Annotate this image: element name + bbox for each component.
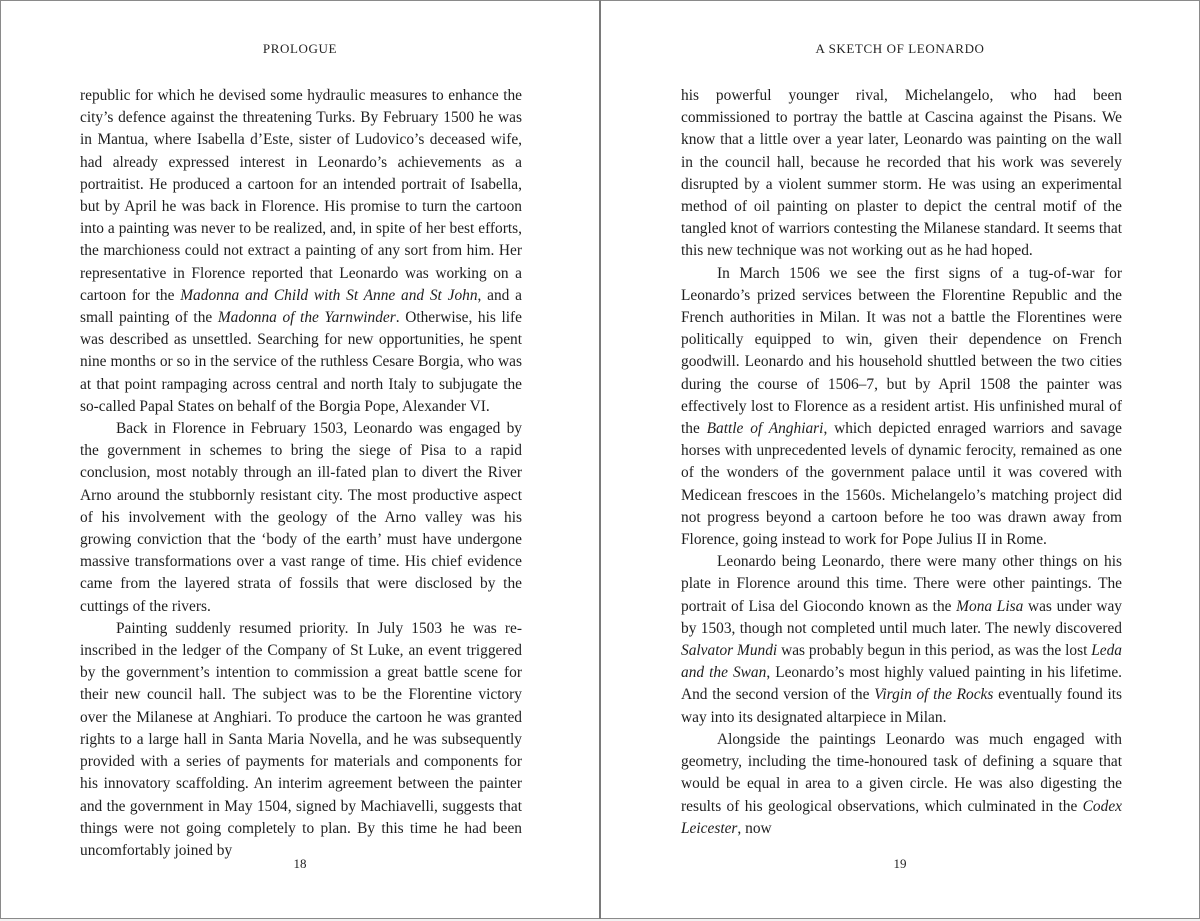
italic-title: Leda and the Swan xyxy=(681,642,1123,682)
italic-title: Codex Leicester xyxy=(681,797,1122,837)
text-span: his powerful younger rival, Michelangelo, who had been commissioned to portray the battle at Cascina against the Pisans. We know that a little over a year later, Leonardo was painting on the wall in the council hall, because he recorded that his work was severely disrupted by a violent summer storm. He was using an experimental method of oil painting on plaster to depict the central motif of the tangled knot of warriors contesting the Milanese standard. It seems that this new technique was not working out as he had hoped. xyxy=(681,87,1122,260)
text-span: Leonardo being Leonardo, there were many other things on his plate in Florence around this time. There were other paintings. The portrait of Lisa del Giocondo known as the xyxy=(681,553,1122,615)
left-page xyxy=(0,0,599,919)
paragraph xyxy=(80,85,522,418)
body-text xyxy=(80,85,522,862)
text-span: , now xyxy=(737,819,772,837)
body-text xyxy=(681,85,1122,840)
running-head: A SKETCH OF LEONARDO xyxy=(815,41,985,56)
italic-title: Virgin of the Rocks xyxy=(874,686,994,704)
paragraph xyxy=(80,418,522,618)
text-span: eventually found its way into its designated altarpiece in Milan. xyxy=(681,686,1123,726)
text-span: In March 1506 we see the first signs of a tug-of-war for Leonardo’s prized services between the Florentine Republic and the French authorities in Milan. It was not a battle the Florentines were politically equipped to win, given their dependence on French goodwill. Leonardo and his household shuttled between the two cities during the course of 1506–7, but by April 1508 the painter was effectively lost to Florence as a resident artist. His unfinished mural of the xyxy=(681,264,1122,438)
text-span: Painting suddenly resumed priority. In July 1503 he was re-inscribed in the ledger of the Company of St Luke, an event triggered by the government’s intention to commission a great battle scene for their new council hall. The subject was to be the Florentine victory over the Milanese at Anghiari. To produce the cartoon he was granted rights to a large hall in Santa Maria Novella, and he was subsequently provided with a series of payments for materials and components for his innovatory scaffolding. An interim agreement between the painter and the government in May 1504, signed by Machiavelli, suggests that things were not going completely to plan. By this time he had been uncomfortably joined by xyxy=(80,619,522,859)
page-number: 18 xyxy=(293,856,307,871)
italic-title: Madonna of the Yarnwinder xyxy=(217,309,396,327)
text-span: , Leonardo’s most highly valued painting in his lifetime. And the second version of the xyxy=(681,664,1122,704)
italic-title: Salvator Mundi xyxy=(681,642,778,660)
italic-title: Battle of Anghiari xyxy=(706,420,824,438)
text-span: Back in Florence in February 1503, Leonardo was engaged by the government in schemes to bring the siege of Pisa to a rapid conclusion, most notably through an ill-fated plan to divert the River Arno around the stubbornly resistant city. The most productive aspect of his involvement with the geology of the Arno valley was his growing conviction that the ‘body of the earth’ must have undergone massive transformations over a vast range of time. His chief evidence came from the layered strata of fossils that were disclosed by the cuttings of the rivers. xyxy=(80,420,522,615)
text-span: , and a small painting of the xyxy=(80,286,522,327)
page-number: 19 xyxy=(893,856,907,871)
paragraph xyxy=(681,85,1122,263)
text-span: Alongside the paintings Leonardo was much engaged with geometry, including the time-honoured task of defining a square that would be equal in area to a given circle. He was also digesting the results of his geological observations, which culminated in the xyxy=(681,730,1122,815)
paragraph xyxy=(80,618,522,862)
paragraph xyxy=(681,263,1122,552)
running-head: PROLOGUE xyxy=(262,41,338,56)
paragraph xyxy=(681,729,1122,840)
italic-title: Madonna and Child with St Anne and St John xyxy=(180,286,478,304)
text-span: was under way by 1503, though not completed until much later. The newly discovered xyxy=(681,597,1122,637)
text-span: . Otherwise, his life was described as unsettled. Searching for new opportunities, he spent nine months or so in the service of the ruthless Cesare Borgia, who was at that point rampaging across central and north Italy to subjugate the so-called Papal States on behalf of the Borgia Pope, Alexander VI. xyxy=(80,309,522,415)
text-span: , which depicted enraged warriors and savage horses with unprecedented levels of dynamic ferocity, remained as one of the wonders of the government palace until it was covered with Medicean frescoes in the 1560s. Michelangelo’s matching project did not progress beyond a cartoon before he too was drawn away from Florence, going instead to work for Pope Julius II in Rome. xyxy=(681,420,1122,549)
right-page xyxy=(601,0,1200,919)
text-span: republic for which he devised some hydraulic measures to enhance the city’s defence against the threatening Turks. By February 1500 he was in Mantua, where Isabella d’Este, sister of Ludovico’s deceased wife, had already expressed interest in Leonardo’s achievements as a portraitist. He produced a cartoon for an intended portrait of Isabella, but by April he was back in Florence. His promise to turn the cartoon into a painting was never to be realized, and, in spite of her best efforts, the marchioness could not extract a painting of any sort from him. Her representative in Florence reported that Leonardo was working on a cartoon for the xyxy=(80,87,522,304)
text-span: was probably begun in this period, as was the lost xyxy=(777,642,1092,660)
paragraph xyxy=(681,551,1122,729)
italic-title: Mona Lisa xyxy=(956,597,1024,615)
